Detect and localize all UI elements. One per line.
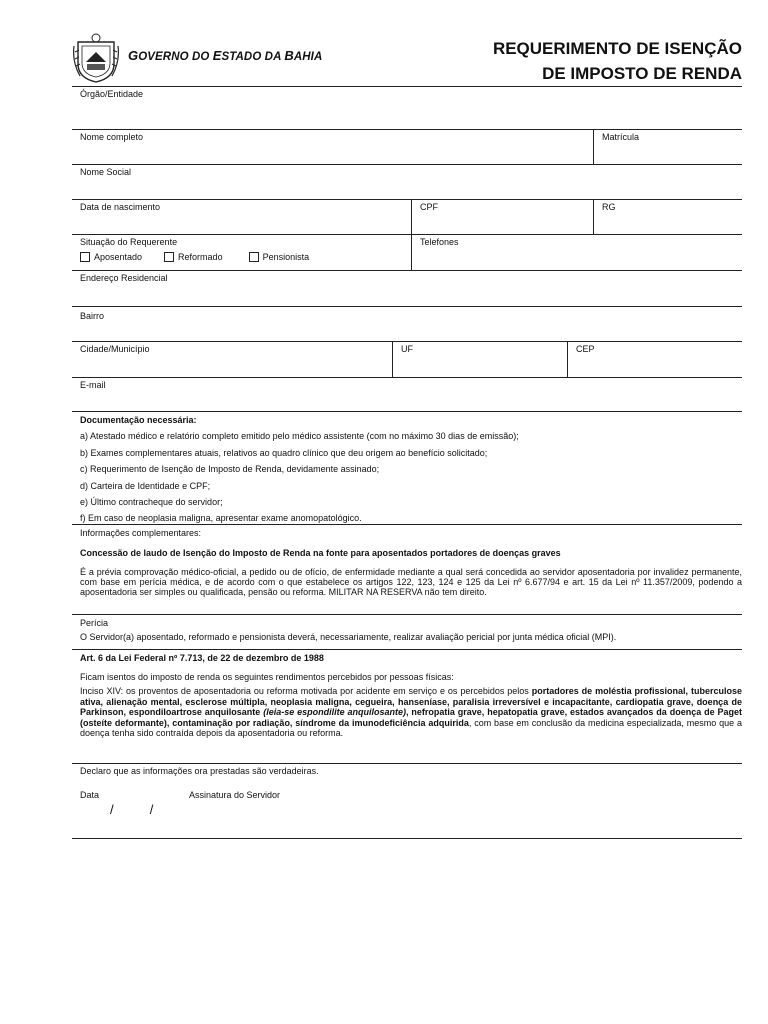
- documentacao-item: f) Em caso de neoplasia maligna, apresentar exame anomopatológico.: [80, 513, 362, 524]
- label-bairro: Bairro: [80, 311, 105, 321]
- row-nome-social: [72, 165, 742, 200]
- label-email: E-mail: [80, 380, 106, 390]
- checkbox-pensionista[interactable]: [249, 252, 310, 262]
- documentacao-item: c) Requerimento de Isenção de Imposto de Renda, devidamente assinado;: [80, 464, 380, 475]
- government-name: [128, 48, 322, 63]
- row-bairro: [72, 307, 742, 342]
- row-cidade: [72, 342, 742, 378]
- field-email[interactable]: [72, 378, 742, 411]
- field-telefones[interactable]: [411, 235, 742, 270]
- lei-section: [72, 650, 742, 764]
- declaracao-section: [72, 764, 742, 839]
- lei-inciso-bold: portadores de moléstia profissional, tuberculose ativa, alienação mental, esclerose múltipla, neoplasia maligna, cegueira, hanseníase, paralisia irreversível e incapacitante, cardiopatia grave, doença de Parkinson, espondiloartrose anquilosante: [80, 686, 743, 718]
- lei-title: Art. 6 da Lei Federal nº 7.713, de 22 de dezembro de 1988: [80, 653, 324, 663]
- documentacao-item: d) Carteira de Identidade e CPF;: [80, 480, 211, 491]
- checkbox-aposentado[interactable]: [80, 252, 142, 262]
- label-orgao: Órgão/Entidade: [80, 89, 144, 99]
- field-bairro[interactable]: [72, 307, 742, 341]
- checkbox-reformado[interactable]: [164, 252, 223, 262]
- field-endereco[interactable]: [72, 271, 742, 306]
- field-data-nascimento[interactable]: [72, 200, 411, 234]
- documentacao-title: Documentação necessária:: [80, 415, 197, 425]
- checkbox-label: Reformado: [178, 252, 223, 262]
- informacoes-title: Informações complementares:: [80, 528, 202, 538]
- checkbox-square[interactable]: [80, 252, 90, 262]
- gov-word-2-initial: E: [212, 48, 222, 63]
- data-label: Data: [80, 790, 100, 800]
- documentacao-item: a) Atestado médico e relatório completo emitido pelo médico assistente (com no máximo 30 dias de emissão);: [80, 431, 519, 442]
- gov-word-1-initial: G: [128, 48, 139, 63]
- checkbox-label: Aposentado: [94, 252, 143, 262]
- pericia-text: O Servidor(a) aposentado, reformado e pensionista deverá, necessariamente, realizar avaliação pericial por junta médica oficial (MPI).: [80, 632, 617, 642]
- label-uf: UF: [401, 344, 413, 354]
- informacoes-subtitle: Concessão de laudo de Isenção do Imposto de Renda na fonte para aposentados portadores de doenças graves: [80, 548, 561, 558]
- field-cidade[interactable]: [72, 342, 392, 377]
- form-title-line-1: REQUERIMENTO DE ISENÇÃO: [492, 39, 742, 58]
- row-email: [72, 378, 742, 412]
- lei-inciso-text: , com base em conclusão da medicina especializada, mesmo que a doença tenha sido contraída depois da aposentadoria ou reforma.: [80, 717, 742, 739]
- gov-word-3-rest: AHIA: [293, 51, 323, 63]
- lei-inciso: [80, 686, 742, 739]
- row-nascimento: [72, 200, 742, 235]
- lei-intro: Ficam isentos do imposto de renda os seguintes rendimentos percebidos por pessoas físicas:: [80, 672, 454, 682]
- field-nome-social[interactable]: [72, 165, 742, 199]
- row-nome: [72, 130, 742, 165]
- row-situacao: [72, 235, 742, 271]
- lei-inciso-bold: , nefropatia grave, hepatopatia grave, estados avançados da doença de Paget (osteíte deformante), contaminação por radiação, síndrome da imunodeficiência adquirida: [80, 707, 742, 728]
- field-orgao[interactable]: [72, 87, 742, 129]
- label-data-nascimento: Data de nascimento: [80, 202, 161, 212]
- lei-inciso-italic: (leia-se espondilite anquilosante): [263, 707, 407, 718]
- label-cep: CEP: [576, 344, 595, 354]
- label-cidade: Cidade/Município: [80, 344, 150, 354]
- informacoes-text: É a prévia comprovação médico-oficial, a pedido ou de ofício, de enfermidade mediante a qual será concedida ao servidor aposentadoria por invalidez permanente, com base em perícia médica, e de acordo com o que estabelece os artigos 122, 123, 124 e 125 da Lei nº 6.677/94 e art. 15 da Lei nº 11.357/2009, podendo a aposentadoria ser simples ou qualificada, pensão ou reforma. MILITAR NA RESERVA não tem direito.: [80, 567, 742, 597]
- gov-word-2-rest: STADO DA: [221, 51, 285, 63]
- label-nome-social: Nome Social: [80, 167, 132, 177]
- field-rg[interactable]: [593, 200, 742, 234]
- documentacao-item: b) Exames complementares atuais, relativos ao quadro clínico que deu origem ao benefício solicitado;: [80, 447, 488, 458]
- field-nome-completo[interactable]: [72, 130, 593, 164]
- declaracao-text: Declaro que as informações ora prestadas são verdadeiras.: [80, 766, 319, 776]
- lei-inciso-text: Inciso XIV: os proventos de aposentadoria ou reforma motivada por acidente em serviço e os percebidos pelos: [80, 686, 532, 696]
- gov-word-1-rest: OVERNO DO: [138, 51, 213, 63]
- documentacao-section: [72, 412, 742, 525]
- row-endereco: [72, 271, 742, 307]
- checkbox-square[interactable]: [249, 252, 259, 262]
- form-title: [493, 36, 742, 86]
- assinatura-field[interactable]: [189, 804, 489, 818]
- pericia-title: Perícia: [80, 618, 109, 628]
- field-uf[interactable]: [392, 342, 567, 377]
- label-rg: RG: [602, 202, 616, 212]
- situacao-checkboxes: [80, 252, 411, 262]
- label-situacao: Situação do Requerente: [80, 237, 178, 247]
- form-title-line-2: DE IMPOSTO DE RENDA: [542, 64, 742, 83]
- documentacao-item: e) Último contracheque do servidor;: [80, 496, 223, 507]
- field-cpf[interactable]: [411, 200, 593, 234]
- bahia-coat-of-arms-icon: [72, 32, 120, 84]
- row-orgao: [72, 87, 742, 130]
- date-input[interactable]: / /: [110, 802, 154, 817]
- form-page: [72, 28, 742, 839]
- gov-word-3-initial: B: [284, 48, 294, 63]
- label-cpf: CPF: [420, 202, 438, 212]
- label-nome-completo: Nome completo: [80, 132, 144, 142]
- form-header: [72, 28, 742, 87]
- field-matricula[interactable]: [593, 130, 742, 164]
- checkbox-label: Pensionista: [262, 252, 310, 262]
- label-endereco: Endereço Residencial: [80, 273, 168, 283]
- label-telefones: Telefones: [420, 237, 459, 247]
- assinatura-label: Assinatura do Servidor: [189, 790, 281, 800]
- pericia-section: [72, 615, 742, 650]
- field-cep[interactable]: [567, 342, 742, 377]
- informacoes-section: [72, 525, 742, 615]
- label-matricula: Matrícula: [602, 132, 640, 142]
- checkbox-square[interactable]: [164, 252, 174, 262]
- field-situacao: [72, 235, 411, 270]
